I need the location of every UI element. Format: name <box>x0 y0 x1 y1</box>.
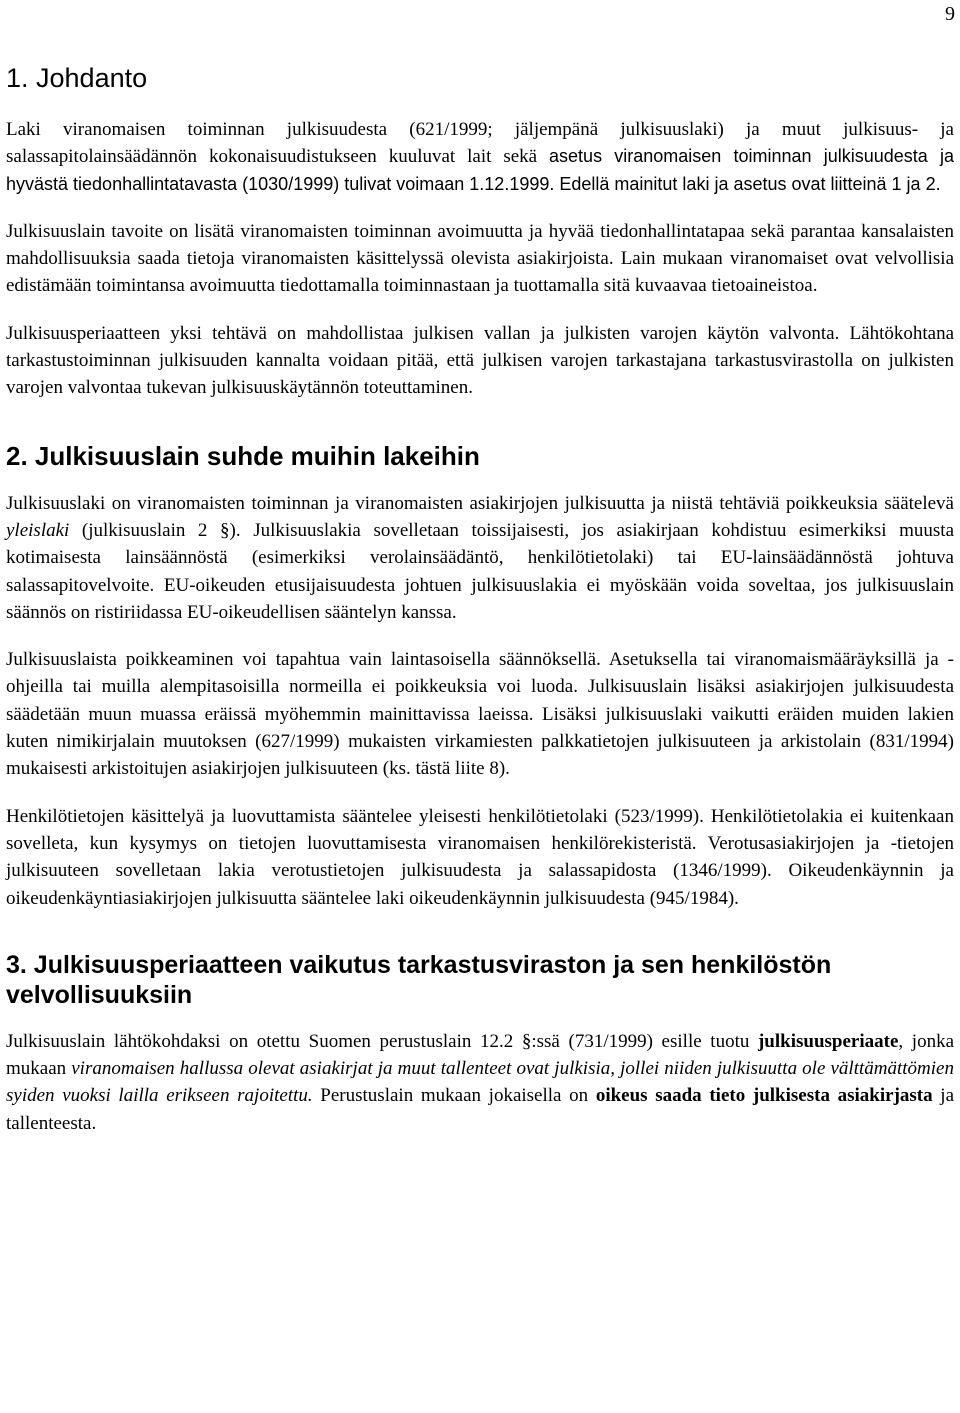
paragraph-text: Julkisuuslaki on viranomaisten toiminnan ja viranomaisten asiakirjojen julkisuutta ja niistä tehtäviä poikkeuksia säätelevä <box>6 492 954 514</box>
section-heading-julkisuusperiaatteen-vaikutus: 3. Julkisuusperiaatteen vaikutus tarkastusviraston ja sen henkilöstön velvollisuuksiin <box>6 950 832 1009</box>
paragraph <box>6 116 954 198</box>
paragraph-text: asetus viranomaisen toiminnan julkisuudesta ja hyvästä tiedonhallintatavasta (1030/1999) tulivat voimaan 1.12.1999. Edellä mainitut laki ja asetus ovat liitteinä 1 ja 2. <box>6 146 954 194</box>
paragraph: Julkisuuslaista poikkeaminen voi tapahtua vain laintasoisella säännöksellä. Asetuksella tai viranomaismääräyksillä ja -ohjeilla tai muilla alempitasoisilla normeilla ei poikkeuksia voi luoda. Julkisuuslain lisäksi asiakirjojen julkisuudesta säädetään muun muassa eräissä myöhemmin mainittavissa laeissa. Lisäksi julkisuuslaki vaikutti eräiden muiden lakien kuten nimikirjalain muutoksen (627/1999) mukaisten virkamiesten palkkatietojen julkisuuteen ja arkistolain (831/1994) mukaisesti arkistoitujen asiakirjojen julkisuuteen (ks. tästä liite 8). <box>6 649 954 780</box>
paragraph <box>6 490 954 626</box>
bold-text: oikeus saada tieto julkisesta asiakirjasta <box>595 1085 933 1107</box>
bold-text: julkisuusperiaate <box>757 1030 899 1052</box>
paragraph-text: Perustuslain mukaan jokaisella on <box>312 1085 596 1107</box>
paragraph: Henkilötietojen käsittelyä ja luovuttamista sääntelee yleisesti henkilötietolaki (523/1999). Henkilötietolakia ei kuitenkaan sovelleta, kun kysymys on tietojen luovuttamisesta viranomaisen henkilörekisteristä. Verotusasiakirjojen ja -tietojen julkisuuteen sovelletaan lakia verotustietojen julkisuudesta ja salassapidosta (1346/1999). Oikeudenkäynnin ja oikeudenkäyntiasiakirjojen julkisuutta sääntelee laki oikeudenkäynnin julkisuudesta (945/1984). <box>6 805 954 909</box>
paragraph-text: Laki viranomaisen toiminnan julkisuudesta (621/1999; jäljempänä julkisuuslaki) ja muut julkisuus- ja salassapitolainsäädännön kokonaisuudistukseen kuuluvat lait sekä <box>6 119 954 168</box>
emphasis-text: yleislaki <box>6 519 70 541</box>
paragraph: Julkisuusperiaatteen yksi tehtävä on mahdollistaa julkisen vallan ja julkisten varojen käytön valvonta. Lähtökohtana tarkastustoiminnan julkisuuden kannalta voidaan pitää, että julkisen varojen tarkastajana tarkastusvirastolla on julkisten varojen valvontaa tukevan julkisuuskäytännön toteuttaminen. <box>6 322 954 399</box>
paragraph <box>6 1028 954 1137</box>
section-heading-suhde-muihin-lakeihin: 2. Julkisuuslain suhde muihin lakeihin <box>6 440 480 471</box>
page-number: 9 <box>945 3 955 25</box>
section-heading-johdanto: 1. Johdanto <box>6 63 148 93</box>
paragraph: Julkisuuslain tavoite on lisätä viranomaisten toiminnan avoimuutta ja hyvää tiedonhallintatapaa sekä parantaa kansalaisten mahdollisuuksia saada tietoja viranomaisten käsittelyssä olevista asiakirjoista. Lain mukaan viranomaiset ovat velvollisia edistämään toimintansa avoimuutta tiedottamalla toiminnastaan ja tuottamalla sitä kuvaavaa tietoaineistoa. <box>6 220 954 297</box>
emphasis-text: viranomaisen hallussa olevat asiakirjat ja muut tallenteet ovat julkisia, jollei niiden julkisuutta ole välttämättömien syiden vuoksi lailla erikseen rajoitettu. <box>6 1058 954 1107</box>
paragraph-text: ja tallenteesta. <box>6 1085 955 1134</box>
paragraph-text: Julkisuuslain lähtökohdaksi on otettu Suomen perustuslain 12.2 §:ssä (731/1999) esille tuotu <box>6 1030 758 1052</box>
paragraph-text: , jonka mukaan <box>6 1030 954 1080</box>
paragraph-text: (julkisuuslain 2 §). Julkisuuslakia sovelletaan toissijaisesti, jos asiakirjaan kohdistuu esimerkiksi muusta kotimaisesta lainsäännöstä (esimerkiksi verolainsäädäntö, henkilötietolaki) tai EU-lainsäädännöstä johtuva salassapitovelvoite. EU-oikeuden etusijaisuudesta johtuen julkisuuslakia ei myöskään voida soveltaa, jos julkisuuslain säännös on ristiriidassa EU-oikeudellisen sääntelyn kanssa. <box>6 519 954 623</box>
document-body <box>6 62 954 1137</box>
